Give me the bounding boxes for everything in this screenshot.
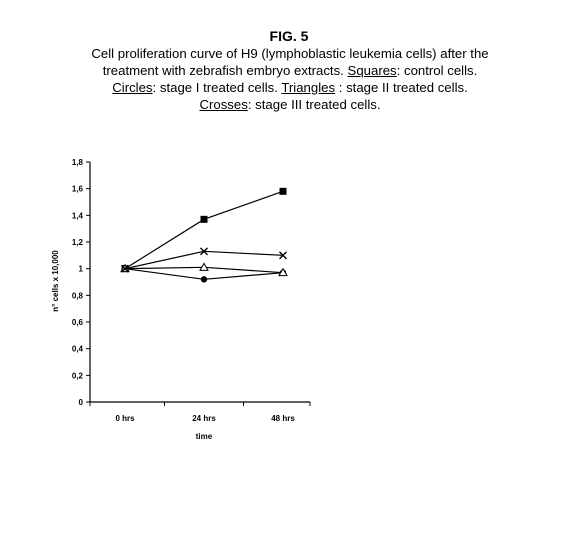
- caption-circles: Circles: [112, 80, 153, 95]
- caption-crosses-text: : stage III treated cells.: [247, 97, 381, 112]
- caption-triangles-text: : stage II treated cells.: [335, 80, 468, 95]
- point-square: [201, 216, 208, 223]
- y-tick-label: 0,4: [71, 344, 83, 354]
- y-axis-title: n° cells x 10,000: [51, 250, 60, 312]
- figure-label: FIG. 5: [269, 28, 309, 44]
- chart-axes: [72, 158, 310, 423]
- y-tick-label: 1,8: [71, 158, 83, 167]
- x-axis-title: time: [195, 432, 213, 441]
- x-tick-label: 0 hrs: [115, 414, 135, 423]
- x-tick-label: 24 hrs: [192, 414, 216, 423]
- point-square: [280, 188, 287, 195]
- y-tick-label: 0,6: [71, 318, 83, 327]
- caption-text: treatment with zebrafish embryo extracts.: [102, 63, 344, 78]
- point-circle: [201, 276, 207, 282]
- caption-crosses: Crosses: [199, 97, 248, 112]
- y-tick-label: 1,2: [71, 238, 83, 247]
- caption-squares-text: : control cells.: [396, 63, 478, 78]
- chart-series: [121, 188, 287, 283]
- caption-circles-text: : stage I treated cells.: [152, 80, 278, 95]
- series-triangle: [121, 263, 287, 275]
- series-square: [122, 188, 287, 272]
- y-tick-label: 1,6: [71, 184, 83, 194]
- series-line-square: [125, 191, 283, 268]
- caption-squares: Squares: [347, 63, 397, 78]
- y-tick-label: 0,2: [71, 371, 83, 381]
- y-tick-label: 1: [78, 264, 83, 274]
- caption-line-1: Cell proliferation curve of H9 (lymphoblastic leukemia cells) after the: [91, 46, 489, 61]
- y-tick-label: 1,4: [71, 211, 83, 221]
- x-tick-label: 48 hrs: [271, 414, 295, 423]
- y-tick-label: 0: [78, 398, 83, 407]
- y-tick-label: 0,8: [71, 291, 83, 301]
- caption-triangles: Triangles: [281, 80, 336, 95]
